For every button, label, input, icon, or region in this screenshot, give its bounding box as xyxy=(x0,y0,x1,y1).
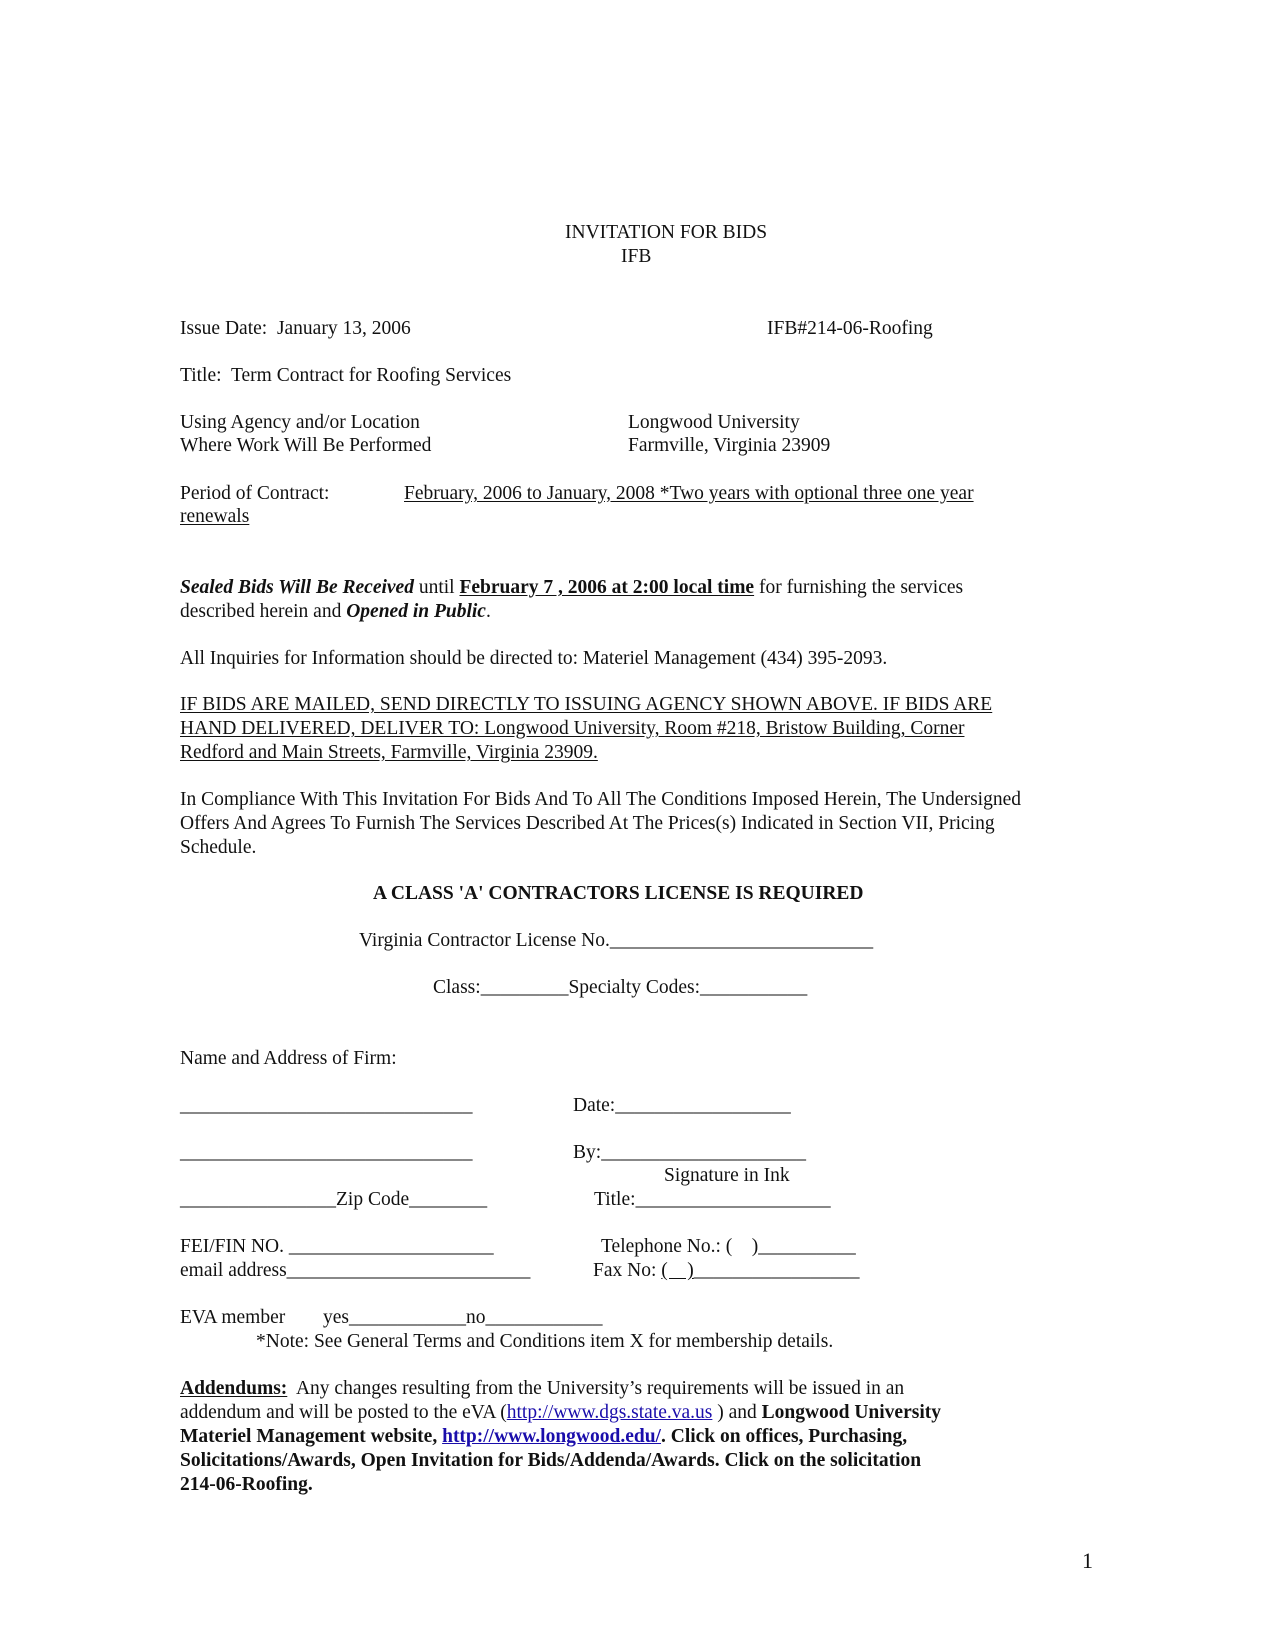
period-value-line-2: renewals xyxy=(180,506,250,527)
class-blank[interactable]: _________ xyxy=(480,977,569,998)
license-number-blank[interactable]: ___________________________ xyxy=(609,930,874,951)
period-value-line-1: February, 2006 to January, 2008 *Two years with optional three one year xyxy=(404,483,974,504)
eva-note: *Note: See General Terms and Conditions item X for membership details. xyxy=(256,1331,834,1352)
fax-label: Fax No: xyxy=(593,1260,662,1281)
fei-fin-label: FEI/FIN NO. xyxy=(180,1236,289,1257)
addendums-line-2 xyxy=(180,1401,941,1425)
signature-caption: Signature in Ink xyxy=(664,1165,790,1186)
addendums-line3-start: Materiel Management website, xyxy=(180,1426,443,1447)
specialty-codes-label: Specialty Codes: xyxy=(568,977,701,998)
date-label: Date: xyxy=(573,1095,616,1116)
zip-code-line[interactable] xyxy=(180,1188,487,1212)
eva-member-line xyxy=(180,1306,603,1330)
by-signature-field[interactable] xyxy=(573,1141,806,1165)
signer-title-field[interactable] xyxy=(594,1188,831,1212)
sealed-bids-line2-start: described herein and xyxy=(180,601,347,622)
sealed-bids-lead: Sealed Bids Will Be Received xyxy=(180,577,414,598)
page-number: 1 xyxy=(1082,1548,1093,1573)
issue-date-line xyxy=(180,317,411,341)
license-heading: A CLASS 'A' CONTRACTORS LICENSE IS REQUIRED xyxy=(373,883,864,904)
eva-yes-label: yes xyxy=(323,1307,350,1328)
by-label: By: xyxy=(573,1142,602,1163)
contract-title-value: Term Contract for Roofing Services xyxy=(230,365,512,386)
sealed-bids-period: . xyxy=(485,601,491,622)
ifb-number: IFB#214-06-Roofing xyxy=(767,318,933,339)
addendums-line-4: Solicitations/Awards, Open Invitation for Bids/Addenda/Awards. Click on the solicitation xyxy=(180,1450,922,1471)
delivery-line-3: Redford and Main Streets, Farmville, Virginia 23909. xyxy=(180,742,598,763)
zip-code-blank[interactable]: ________ xyxy=(409,1189,488,1210)
contract-title-label: Title: xyxy=(180,365,222,386)
signer-title-blank[interactable]: ____________________ xyxy=(635,1189,831,1210)
email-label: email address xyxy=(180,1260,287,1281)
zip-code-label: Zip Code xyxy=(336,1189,410,1210)
bid-deadline: February 7 , 2006 at 2:00 local time xyxy=(459,577,755,598)
fax-area-code[interactable]: ( ) xyxy=(661,1260,694,1281)
class-specialty-line[interactable] xyxy=(433,976,807,1000)
eva-member-label: EVA member xyxy=(180,1307,286,1328)
by-blank[interactable]: _____________________ xyxy=(601,1142,806,1163)
contract-title-line xyxy=(180,364,511,388)
fax-field[interactable] xyxy=(593,1259,860,1283)
firm-address-blank-1[interactable]: ______________________________ xyxy=(180,1095,473,1116)
addendums-line3-end: . Click on offices, Purchasing, xyxy=(660,1426,908,1447)
license-number-field[interactable] xyxy=(359,929,873,953)
agency-value-line-1: Longwood University xyxy=(628,412,800,433)
addendums-line2-start: addendum and will be posted to the eVA ( xyxy=(180,1402,507,1423)
class-label: Class: xyxy=(433,977,481,998)
addendums-line2-mid: ) and xyxy=(712,1402,762,1423)
sealed-bids-line-1 xyxy=(180,576,963,600)
date-field[interactable] xyxy=(573,1094,791,1118)
date-blank[interactable]: __________________ xyxy=(615,1095,791,1116)
telephone-blank[interactable]: __________ xyxy=(758,1236,856,1257)
delivery-line-1: IF BIDS ARE MAILED, SEND DIRECTLY TO ISSUING AGENCY SHOWN ABOVE. IF BIDS ARE xyxy=(180,694,993,715)
longwood-website-link[interactable]: http://www.longwood.edu/ xyxy=(442,1426,661,1447)
sealed-bids-until: until xyxy=(413,577,460,598)
fei-fin-blank[interactable]: _____________________ xyxy=(288,1236,494,1257)
email-blank[interactable]: _________________________ xyxy=(286,1260,531,1281)
compliance-line-1: In Compliance With This Invitation For Bids And To All The Conditions Imposed Herein, The Undersigned xyxy=(180,789,1021,810)
city-state-blank[interactable]: ________________ xyxy=(180,1189,336,1210)
specialty-codes-blank[interactable]: ___________ xyxy=(700,977,808,998)
fax-blank[interactable]: _________________ xyxy=(693,1260,860,1281)
fei-fin-field[interactable] xyxy=(180,1235,494,1259)
compliance-line-2: Offers And Agrees To Furnish The Services Described At The Prices(s) Indicated in Section VII, Pricing xyxy=(180,813,995,834)
email-field[interactable] xyxy=(180,1259,530,1283)
agency-label-line-2: Where Work Will Be Performed xyxy=(180,435,432,456)
telephone-label: Telephone No.: ( ) xyxy=(601,1236,759,1257)
sealed-bids-line-2 xyxy=(180,600,491,624)
addendums-label: Addendums: xyxy=(180,1378,288,1399)
eva-no-blank[interactable]: ____________ xyxy=(485,1307,603,1328)
issue-date-value: January 13, 2006 xyxy=(276,318,411,339)
addendums-line-1 xyxy=(180,1377,904,1401)
addendums-line-3 xyxy=(180,1425,907,1449)
agency-value-line-2: Farmville, Virginia 23909 xyxy=(628,435,831,456)
compliance-line-3: Schedule. xyxy=(180,837,257,858)
document-title: INVITATION FOR BIDS xyxy=(565,222,768,243)
addendums-line2-bold: Longwood University xyxy=(761,1402,941,1423)
telephone-field[interactable] xyxy=(601,1235,856,1259)
inquiries-text: All Inquiries for Information should be directed to: Materiel Management (434) 395-2093. xyxy=(180,648,888,669)
eva-no-label: no xyxy=(466,1307,486,1328)
firm-address-blank-2[interactable]: ______________________________ xyxy=(180,1142,473,1163)
opened-in-public: Opened in Public xyxy=(346,601,486,622)
agency-label-line-1: Using Agency and/or Location xyxy=(180,412,420,433)
document-subtitle: IFB xyxy=(621,246,652,267)
addendums-line-5: 214-06-Roofing. xyxy=(180,1474,313,1495)
issue-date-label: Issue Date: xyxy=(180,318,268,339)
signer-title-label: Title: xyxy=(594,1189,636,1210)
eva-website-link[interactable]: http://www.dgs.state.va.us xyxy=(506,1402,713,1423)
license-number-label: Virginia Contractor License No. xyxy=(359,930,610,951)
eva-yes-blank[interactable]: ____________ xyxy=(349,1307,467,1328)
firm-label: Name and Address of Firm: xyxy=(180,1048,397,1069)
sealed-bids-tail: for furnishing the services xyxy=(754,577,964,598)
addendums-line1-text: Any changes resulting from the University’s requirements will be issued in an xyxy=(287,1378,905,1399)
delivery-line-2: HAND DELIVERED, DELIVER TO: Longwood University, Room #218, Bristow Building, Corner xyxy=(180,718,965,739)
period-label: Period of Contract: xyxy=(180,483,330,504)
